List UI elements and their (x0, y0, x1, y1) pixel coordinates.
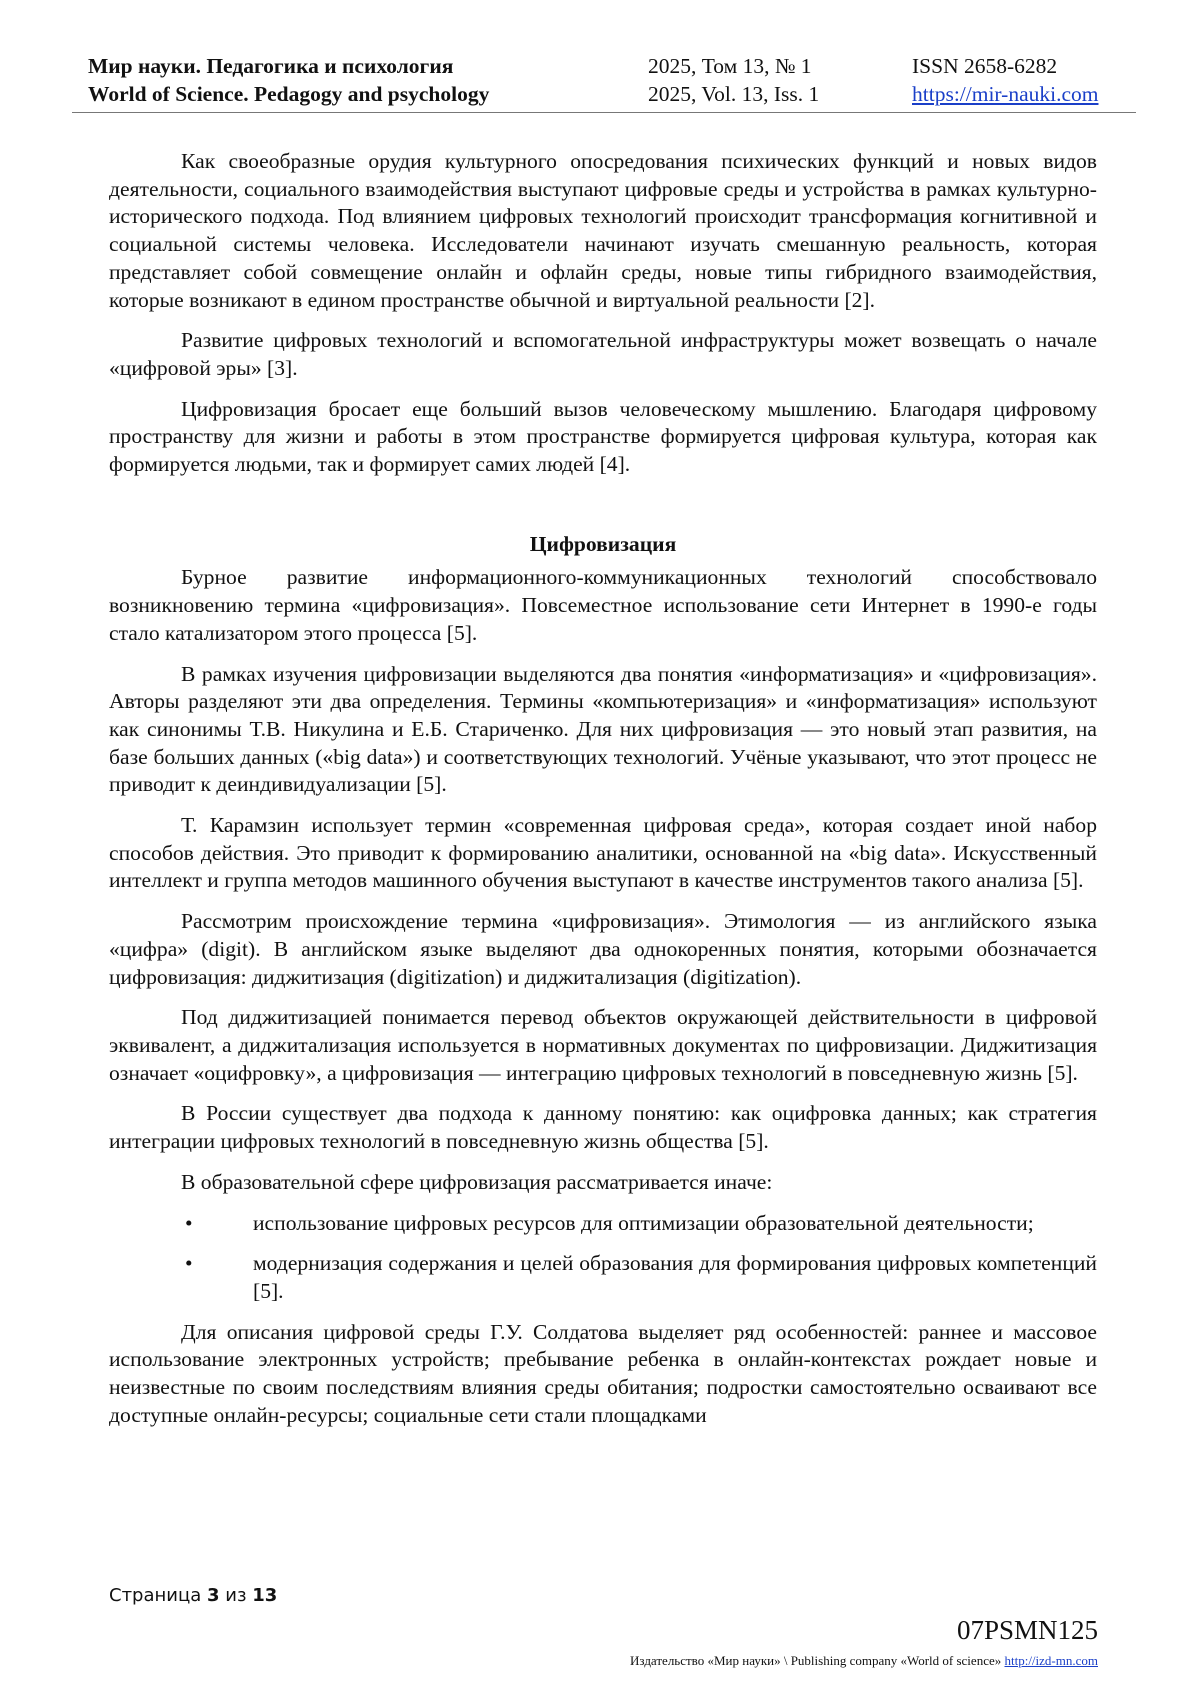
paragraph: В образовательной сфере цифровизация рассматривается иначе: (181, 1169, 773, 1194)
list-item-text: модернизация содержания и целей образования для формирования цифровых компетенций [5]. (253, 1251, 1097, 1303)
bullet-list (109, 1210, 1097, 1306)
article-code: 07PSMN125 (956, 1615, 1098, 1645)
website-link[interactable]: https://mir-nauki.com (912, 82, 1099, 106)
issue-en: 2025, Vol. 13, Iss. 1 (648, 82, 820, 106)
page-total: 13 (252, 1585, 278, 1606)
header-divider (72, 112, 1136, 113)
article-body (109, 148, 1097, 1442)
publisher-text: Издательство «Мир науки» \ Publishing company «World of science» (630, 1653, 1002, 1668)
journal-title-ru: Мир науки. Педагогика и психология (88, 54, 454, 78)
paragraph: Под диджитизацией понимается перевод объектов окружающей действительности в цифровой эквивалент, а диджитализация используется в нормативных документах по цифровизации. Диджитизация означает «оцифровку», а цифровизация — интеграцию цифровых технологий в повседневную жизнь [5]. (109, 1005, 1097, 1085)
list-item (109, 1250, 1097, 1305)
issue-ru: 2025, Том 13, № 1 (648, 54, 812, 78)
journal-title (88, 52, 489, 108)
page-of: из (225, 1585, 247, 1606)
list-item (109, 1210, 1097, 1238)
paragraph: В России существует два подхода к данному понятию: как оцифровка данных; как стратегия интеграции цифровых технологий в повседневную жизнь общества [5]. (109, 1101, 1097, 1154)
bullet-icon: • (185, 1210, 193, 1235)
publisher-link[interactable]: http://izd-mn.com (1004, 1653, 1098, 1668)
issue-info (648, 52, 819, 108)
issn-block (912, 52, 1098, 108)
paragraph: Как своеобразные орудия культурного опосредования психических функций и новых видов деятельности, социального взаимодействия выступают цифровые среды и устройства в рамках культурно-исторического подхода. Под влиянием цифровых технологий происходит трансформация когнитивной и социальной системы человека. Исследователи начинают изучать смешанную реальность, которая представляет собой совмещение онлайн и офлайн среды, новые типы гибридного взаимодействия, которые возникают в едином пространстве обычной и виртуальной реальности [2]. (109, 149, 1097, 312)
paragraph: Для описания цифровой среды Г.У. Солдатова выделяет ряд особенностей: раннее и массовое использование электронных устройств; пребывание ребенка в онлайн-контекстах рождает новые и неизвестные по своим последствиям влияния среды обитания; подростки самостоятельно осваивают все доступные онлайн-ресурсы; социальные сети стали площадками (109, 1319, 1097, 1427)
paragraph: Цифровизация бросает еще больший вызов человеческому мышлению. Благодаря цифровому пространству для жизни и работы в этом пространстве формируется цифровая культура, которая как формируется людьми, так и формирует самих людей [4]. (109, 396, 1097, 477)
paragraph: Бурное развитие информационного-коммуникационных технологий способствовало возникновению термина «цифровизация». Повсеместное использование сети Интернет в 1990-е годы стало катализатором этого процесса [5]. (109, 565, 1097, 645)
page-number (109, 1585, 277, 1606)
bullet-icon: • (185, 1251, 193, 1276)
paragraph: В рамках изучения цифровизации выделяются два понятия «информатизация» и «цифровизация». Авторы разделяют эти два определения. Термины «компьютеризация» и «информатизация» используют как синонимы Т.В. Никулина и Е.Б. Стариченко. Для них цифровизация — это новый этап развития, на базе больших данных («big data») и соответствующих технологий. Учёные указывают, что этот процесс не приводит к деиндивидуализации [5]. (109, 661, 1097, 797)
journal-title-en: World of Science. Pedagogy and psychology (88, 82, 490, 106)
section-heading: Цифровизация (529, 531, 677, 556)
list-item-text: использование цифровых ресурсов для оптимизации образовательной деятельности; (253, 1210, 1034, 1235)
paragraph: Рассмотрим происхождение термина «цифровизация». Этимология — из английского языка «цифра» (digit). В английском языке выделяют два однокоренных понятия, которыми обозначается цифровизация: диджитизация (digitization) и диджитализация (digitization). (109, 909, 1097, 989)
paragraph: Развитие цифровых технологий и вспомогательной инфраструктуры может возвещать о начале «цифровой эры» [3]. (109, 328, 1097, 380)
publisher-line (630, 1653, 1098, 1669)
issn: ISSN 2658-6282 (912, 54, 1058, 78)
page-header (88, 52, 1120, 110)
page-current: 3 (207, 1585, 220, 1606)
paragraph: Т. Карамзин использует термин «современная цифровая среда», которая создает иной набор способов действия. Это приводит к формированию аналитики, основанной на «big data». Искусственный интеллект и группа методов машинного обучения выступают в качестве инструментов такого анализа [5]. (109, 813, 1097, 893)
page-word: Страница (109, 1585, 202, 1606)
